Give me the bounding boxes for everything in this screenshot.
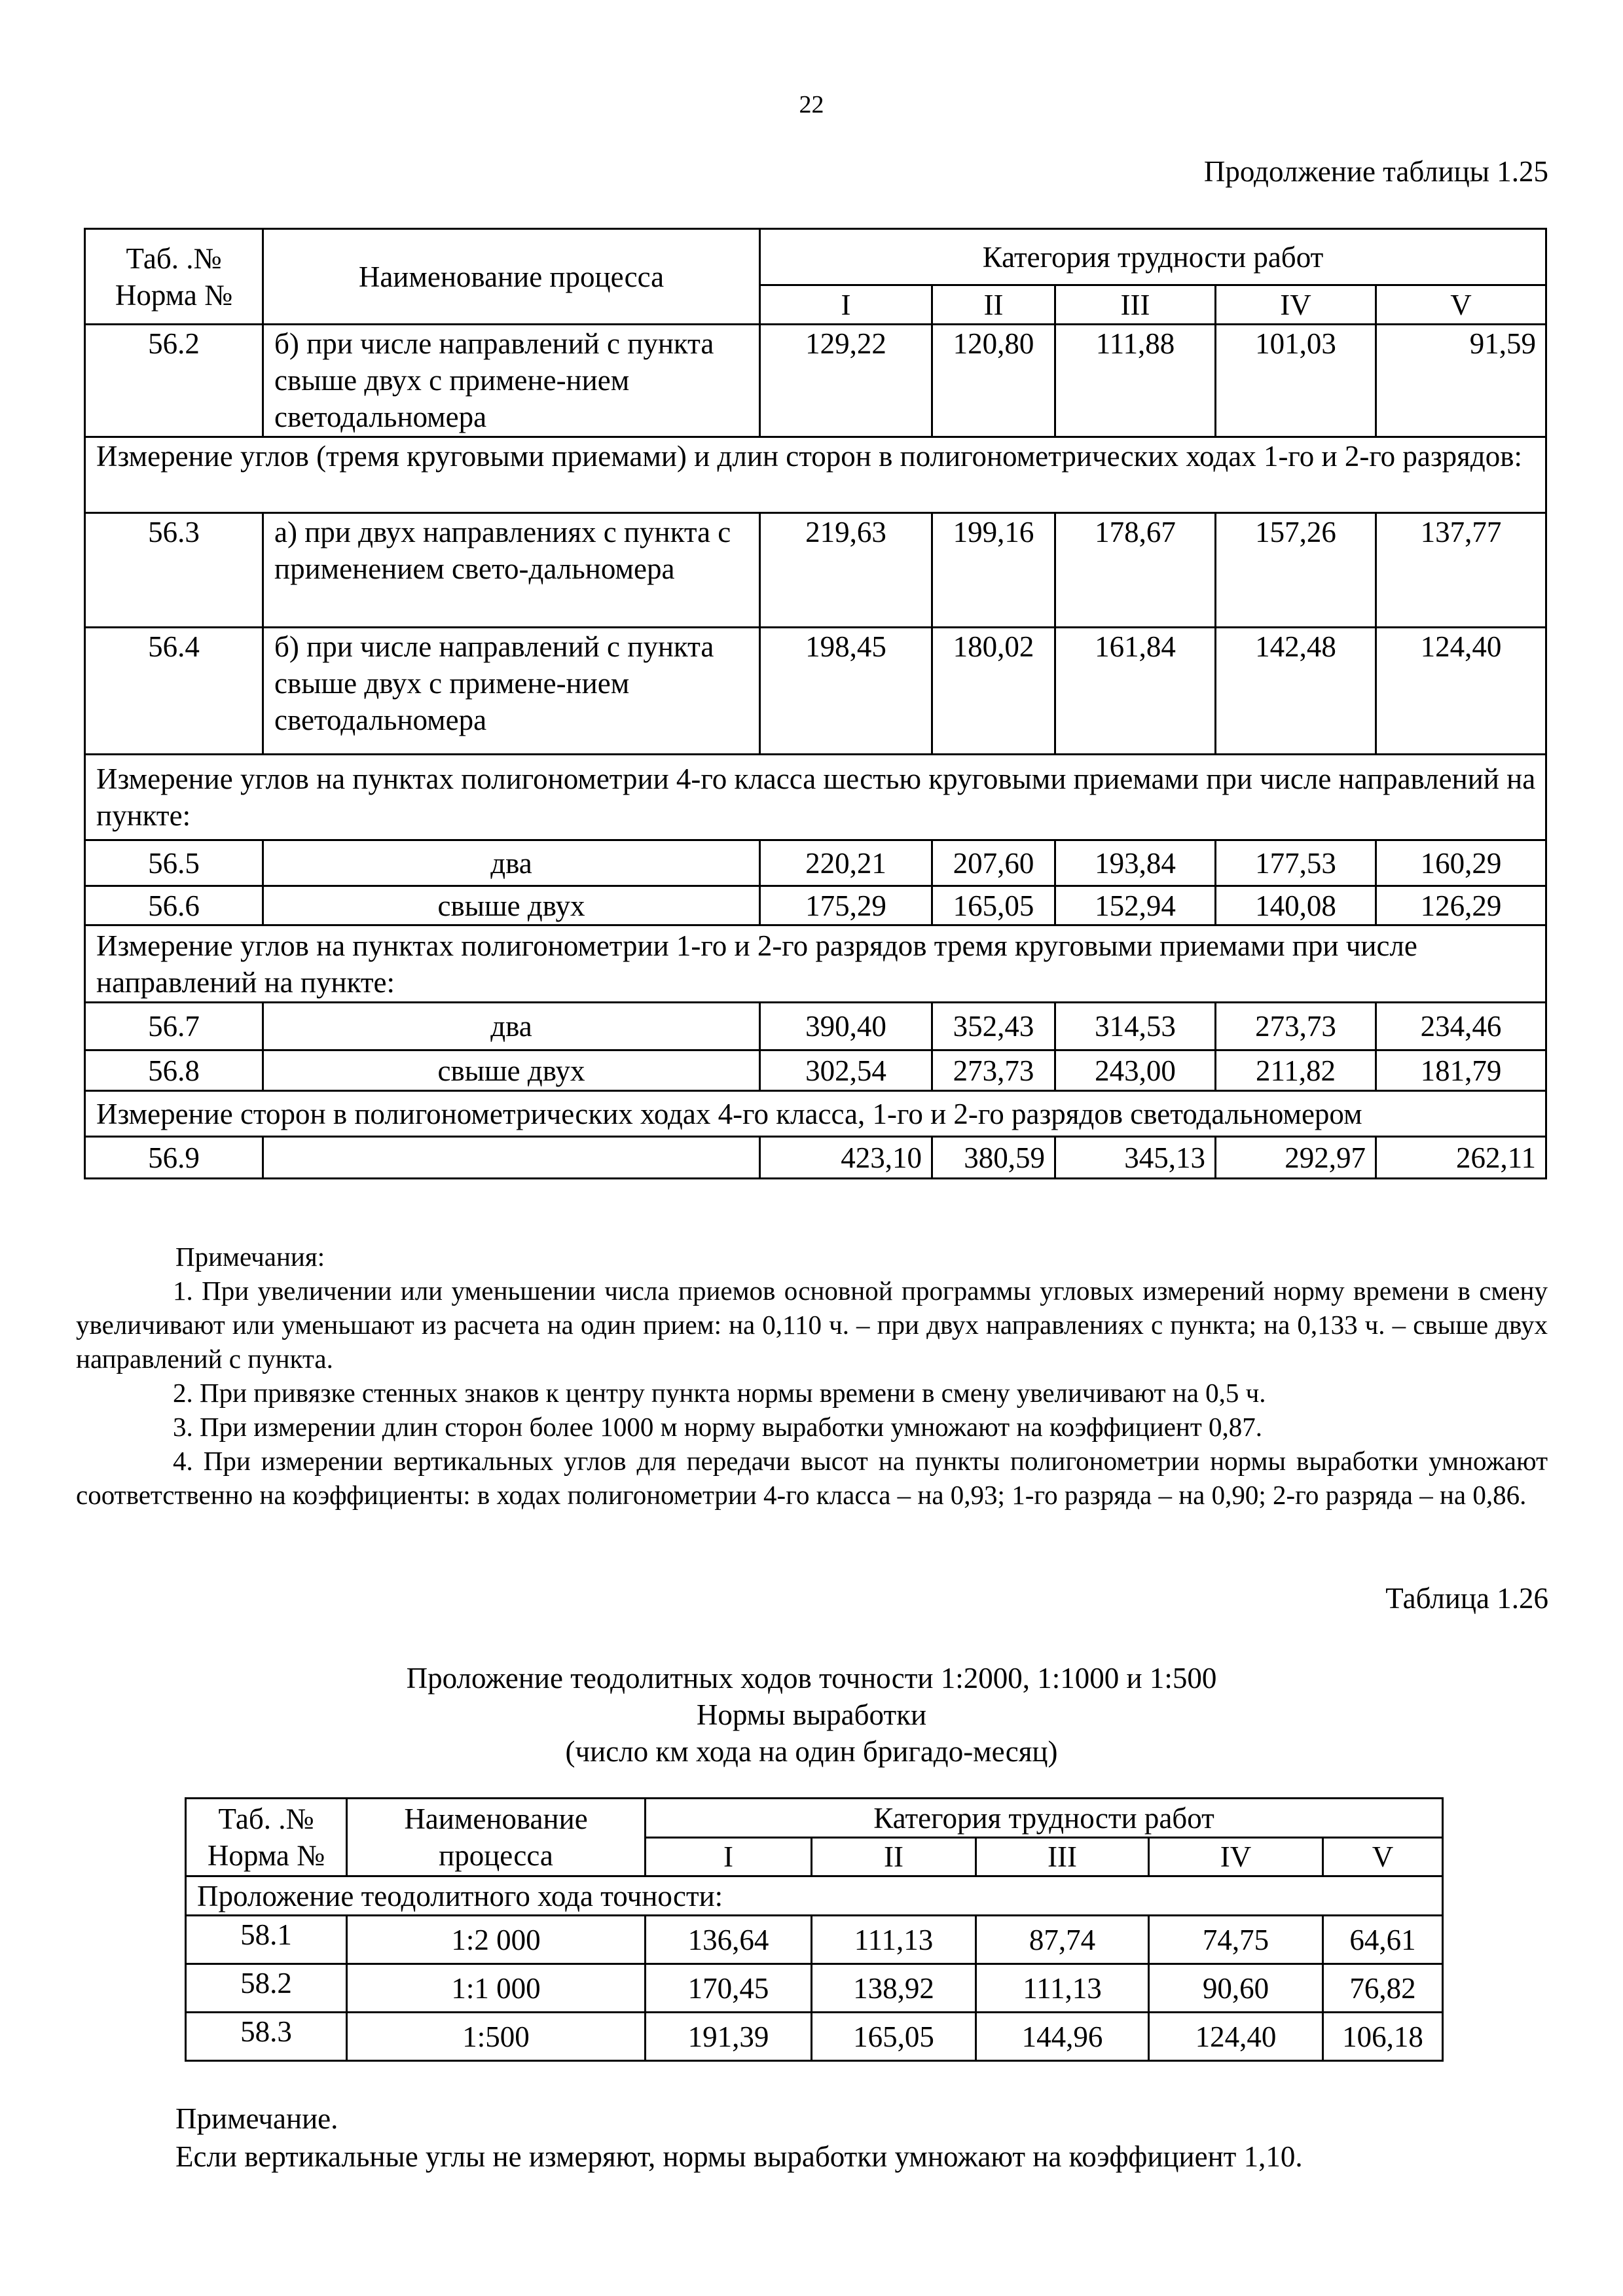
value-cat-4: 101,03 (1216, 325, 1376, 437)
process-name: 1:2 000 (347, 1916, 646, 1964)
value-cat-1: 136,64 (646, 1916, 812, 1964)
process-name (263, 1137, 760, 1179)
page-number: 22 (799, 91, 824, 118)
value-cat-3: 193,84 (1055, 840, 1216, 886)
value-cat-2: 380,59 (932, 1137, 1055, 1179)
value-cat-4: 273,73 (1216, 1003, 1376, 1050)
table-row (186, 2013, 1443, 2061)
value-cat-2: 165,05 (932, 886, 1055, 925)
value-cat-3: 144,96 (976, 2013, 1149, 2061)
norm-no: 58.2 (186, 1964, 347, 2013)
norm-no: 56.6 (85, 886, 263, 925)
process-name: б) при числе направлений с пункта свыше двух с примене-нием светодальномера (263, 628, 760, 755)
notes-125 (76, 1240, 1548, 1512)
note-3: 3. При измерении длин сторон более 1000 м норму выработки умножают на коэффициент 0,87. (173, 1412, 1263, 1442)
value-cat-1: 191,39 (646, 2013, 812, 2061)
value-cat-4: 142,48 (1216, 628, 1376, 755)
value-cat-1: 220,21 (760, 840, 932, 886)
title-line-1: Проложение теодолитных ходов точности 1:2000, 1:1000 и 1:500 (406, 1662, 1217, 1695)
value-cat-5: 262,11 (1376, 1137, 1546, 1179)
value-cat-3: 111,88 (1055, 325, 1216, 437)
value-cat-5: 76,82 (1323, 1964, 1443, 2013)
value-cat-4: 157,26 (1216, 513, 1376, 628)
cat-2: II (812, 1838, 976, 1876)
value-cat-2: 352,43 (932, 1003, 1055, 1050)
value-cat-5: 126,29 (1376, 886, 1546, 925)
value-cat-4: 211,82 (1216, 1050, 1376, 1091)
cat-5: V (1323, 1838, 1443, 1876)
table-row (85, 513, 1546, 628)
header-col-category: Категория трудности работ (760, 229, 1546, 285)
header-row (85, 229, 1546, 285)
value-cat-2: 111,13 (812, 1916, 976, 1964)
value-cat-4: 124,40 (1149, 2013, 1323, 2061)
value-cat-1: 390,40 (760, 1003, 932, 1050)
header-col-name: Наименование процесса (347, 1799, 646, 1876)
norm-no: 58.3 (186, 2013, 347, 2061)
section-title: Измерение углов (тремя круговыми приемами) и длин сторон в полигонометрических ходах 1-го и 2-го разрядов: (85, 437, 1546, 513)
value-cat-4: 292,97 (1216, 1137, 1376, 1179)
cat-3: III (976, 1838, 1149, 1876)
table-row (85, 1137, 1546, 1179)
norm-no: 56.2 (85, 325, 263, 437)
value-cat-4: 74,75 (1149, 1916, 1323, 1964)
table-row (85, 325, 1546, 437)
norm-no: 56.3 (85, 513, 263, 628)
process-name: 1:500 (347, 2013, 646, 2061)
norm-no: 56.8 (85, 1050, 263, 1091)
value-cat-4: 177,53 (1216, 840, 1376, 886)
process-name: свыше двух (263, 886, 760, 925)
cat-2: II (932, 285, 1055, 325)
table-row (85, 1050, 1546, 1091)
value-cat-3: 314,53 (1055, 1003, 1216, 1050)
note-126 (175, 2100, 1303, 2176)
notes-heading: Примечания: (175, 1242, 325, 1272)
value-cat-1: 170,45 (646, 1964, 812, 2013)
process-name: 1:1 000 (347, 1964, 646, 2013)
value-cat-3: 111,13 (976, 1964, 1149, 2013)
process-name: два (263, 1003, 760, 1050)
value-cat-5: 91,59 (1376, 325, 1546, 437)
header-col-no: Таб. .№ Норма № (186, 1799, 347, 1876)
section-title: Проложение теодолитного хода точности: (186, 1876, 1443, 1916)
cat-3: III (1055, 285, 1216, 325)
process-name: а) при двух направлениях с пункта с применением свето-дальномера (263, 513, 760, 628)
value-cat-5: 64,61 (1323, 1916, 1443, 1964)
section-row (186, 1876, 1443, 1916)
process-name: свыше двух (263, 1050, 760, 1091)
table-1-25 (84, 228, 1547, 1179)
value-cat-1: 423,10 (760, 1137, 932, 1179)
value-cat-1: 302,54 (760, 1050, 932, 1091)
value-cat-5: 124,40 (1376, 628, 1546, 755)
value-cat-2: 180,02 (932, 628, 1055, 755)
value-cat-3: 152,94 (1055, 886, 1216, 925)
section-row (85, 437, 1546, 513)
norm-no: 56.4 (85, 628, 263, 755)
section-row (85, 755, 1546, 840)
value-cat-1: 219,63 (760, 513, 932, 628)
norm-no: 56.5 (85, 840, 263, 886)
note-4: 4. При измерении вертикальных углов для передачи высот на пункты полигонометрии нормы выработки умножают соответственно на коэффициенты: в ходах полигонометрии 4-го класса – на 0,93; 1-го разряда – на 0,90; 2-го разряда – на 0,86. (76, 1446, 1548, 1510)
cat-1: I (646, 1838, 812, 1876)
table-row (186, 1916, 1443, 1964)
value-cat-2: 273,73 (932, 1050, 1055, 1091)
note-heading: Примечание. (175, 2102, 338, 2135)
value-cat-2: 165,05 (812, 2013, 976, 2061)
value-cat-5: 234,46 (1376, 1003, 1546, 1050)
value-cat-1: 129,22 (760, 325, 932, 437)
value-cat-2: 199,16 (932, 513, 1055, 628)
table-row (85, 886, 1546, 925)
process-name: б) при числе направлений с пункта свыше двух с примене-нием светодальномера (263, 325, 760, 437)
value-cat-5: 137,77 (1376, 513, 1546, 628)
value-cat-3: 243,00 (1055, 1050, 1216, 1091)
header-row (186, 1799, 1443, 1838)
section-row (85, 1091, 1546, 1137)
value-cat-5: 160,29 (1376, 840, 1546, 886)
cat-1: I (760, 285, 932, 325)
cat-4: IV (1149, 1838, 1323, 1876)
table-126-caption: Таблица 1.26 (1385, 1582, 1548, 1615)
norm-no: 58.1 (186, 1916, 347, 1964)
cat-5: V (1376, 285, 1546, 325)
value-cat-2: 138,92 (812, 1964, 976, 2013)
section-row (85, 925, 1546, 1003)
table-row (85, 840, 1546, 886)
note-1: 1. При увеличении или уменьшении числа приемов основной программы угловых измерений норму времени в смену увеличивают или уменьшают из расчета на один прием: на 0,110 ч. – при двух направлениях с пункта; на 0,133 ч. – свыше двух направлений с пункта. (76, 1276, 1548, 1374)
value-cat-2: 207,60 (932, 840, 1055, 886)
value-cat-5: 181,79 (1376, 1050, 1546, 1091)
value-cat-3: 161,84 (1055, 628, 1216, 755)
header-col-name: Наименование процесса (263, 229, 760, 325)
header-col-no: Таб. .№ Норма № (85, 229, 263, 325)
note-2: 2. При привязке стенных знаков к центру пункта нормы времени в смену увеличивают на 0,5 ч. (173, 1378, 1266, 1408)
section-title: Измерение углов на пунктах полигонометрии 4-го класса шестью круговыми приемами при числе направлений на пункте: (85, 755, 1546, 840)
cat-4: IV (1216, 285, 1376, 325)
table-125-caption: Продолжение таблицы 1.25 (1203, 155, 1548, 188)
norm-no: 56.9 (85, 1137, 263, 1179)
table-row (85, 628, 1546, 755)
section-title: Измерение углов на пунктах полигонометрии 1-го и 2-го разрядов тремя круговыми приемами при числе направлений на пункте: (85, 925, 1546, 1003)
value-cat-1: 198,45 (760, 628, 932, 755)
process-name: два (263, 840, 760, 886)
value-cat-3: 87,74 (976, 1916, 1149, 1964)
table-126-title (0, 1660, 1623, 1770)
value-cat-3: 345,13 (1055, 1137, 1216, 1179)
value-cat-4: 90,60 (1149, 1964, 1323, 2013)
title-line-3: (число км хода на один бригадо-месяц) (565, 1735, 1058, 1768)
value-cat-2: 120,80 (932, 325, 1055, 437)
section-title: Измерение сторон в полигонометрических ходах 4-го класса, 1-го и 2-го разрядов светодальномером (85, 1091, 1546, 1137)
value-cat-3: 178,67 (1055, 513, 1216, 628)
table-1-26 (185, 1797, 1444, 2062)
table-row (85, 1003, 1546, 1050)
value-cat-5: 106,18 (1323, 2013, 1443, 2061)
note-text: Если вертикальные углы не измеряют, нормы выработки умножают на коэффициент 1,10. (175, 2140, 1303, 2173)
value-cat-4: 140,08 (1216, 886, 1376, 925)
norm-no: 56.7 (85, 1003, 263, 1050)
value-cat-1: 175,29 (760, 886, 932, 925)
title-line-2: Нормы выработки (696, 1698, 927, 1731)
header-col-category: Категория трудности работ (646, 1799, 1443, 1838)
table-row (186, 1964, 1443, 2013)
